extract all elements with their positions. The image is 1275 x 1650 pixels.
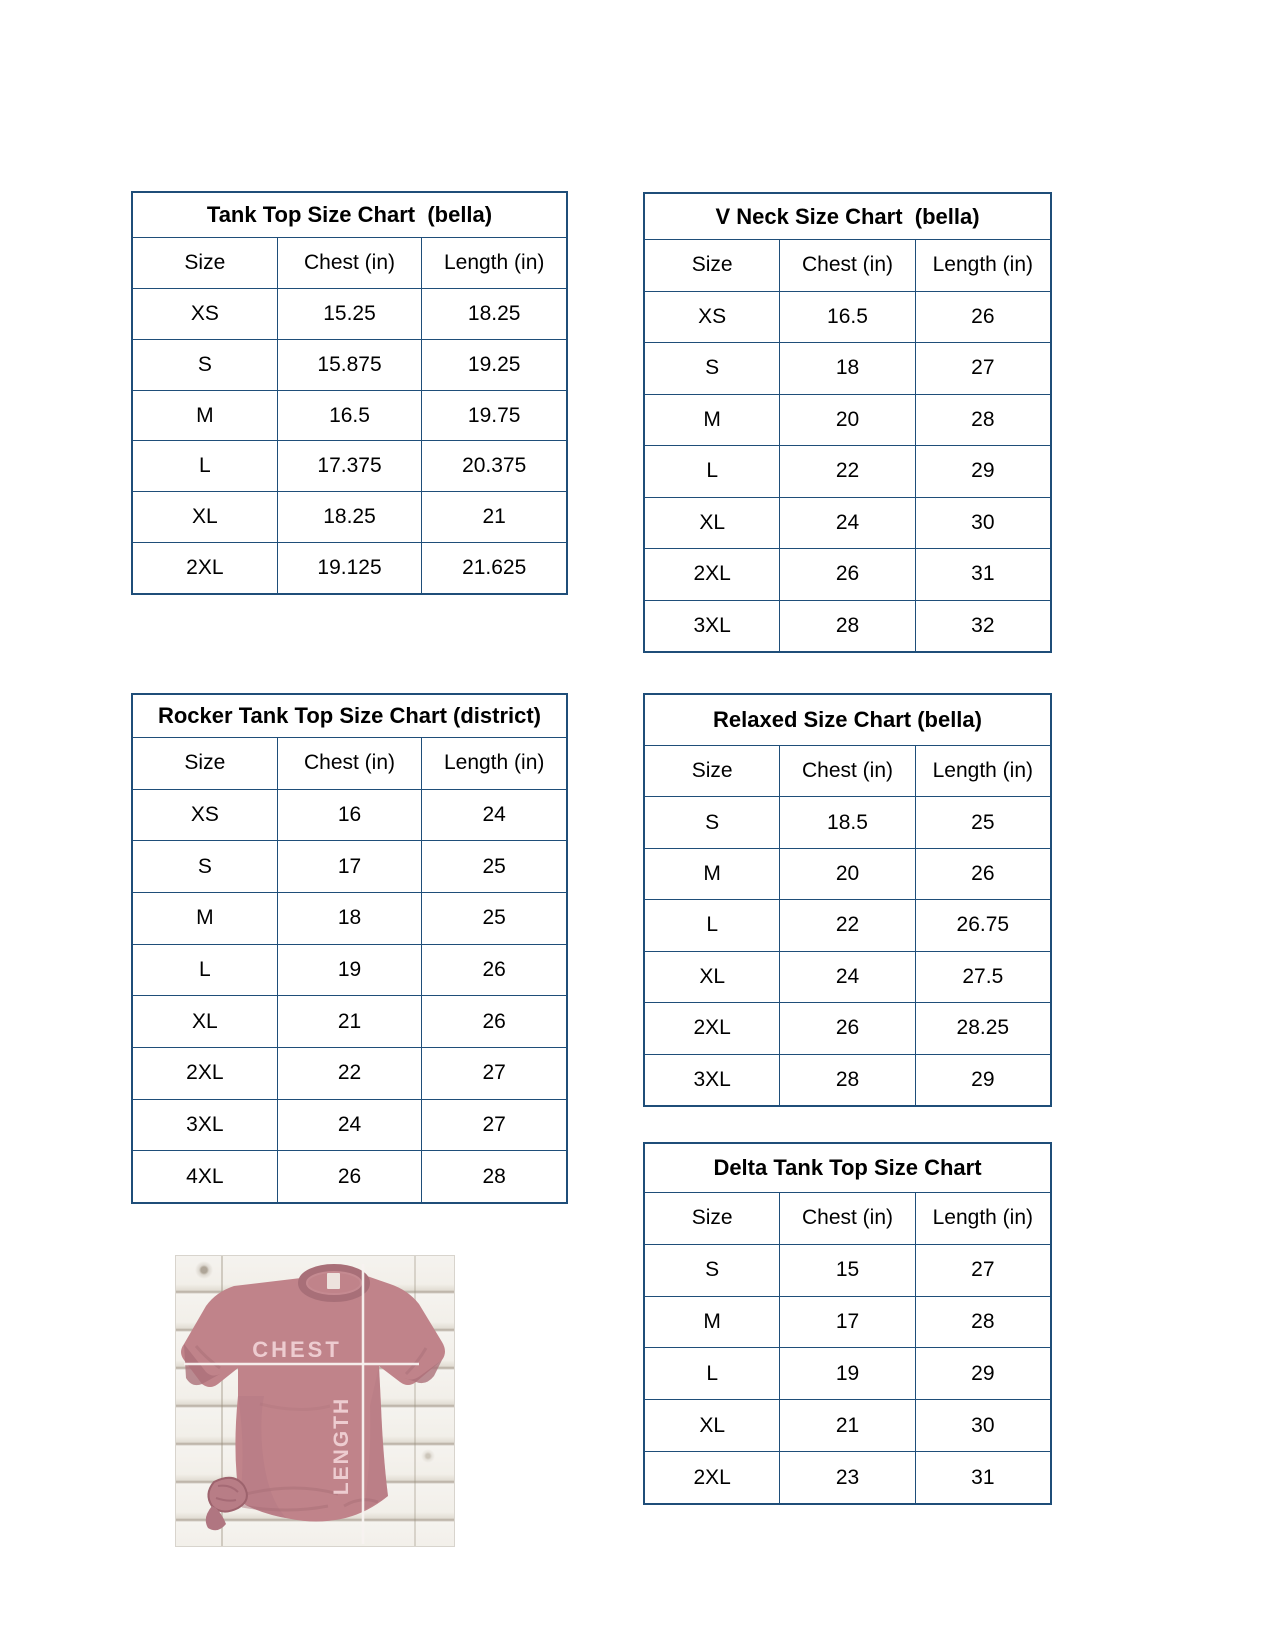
- chest-cell: 18: [779, 343, 914, 394]
- table-row: [645, 1054, 1050, 1105]
- table-tank-top-bella: [131, 191, 568, 595]
- table-delta-tank-top: [643, 1142, 1052, 1505]
- table-row: [645, 899, 1050, 950]
- chest-cell: 19: [779, 1348, 914, 1399]
- table-title: Delta Tank Top Size Chart: [713, 1155, 982, 1180]
- size-cell: 3XL: [693, 1067, 731, 1091]
- table-row: [645, 291, 1050, 343]
- table-row: [645, 796, 1050, 847]
- length-cell: 26: [421, 945, 566, 996]
- chest-cell: 21: [277, 996, 422, 1047]
- table-row: [133, 1150, 566, 1202]
- size-cell: M: [703, 862, 721, 886]
- size-cell: 2XL: [693, 562, 731, 586]
- table-row: [133, 995, 566, 1047]
- length-cell: 27: [915, 1245, 1050, 1296]
- length-cell: 30: [915, 1400, 1050, 1451]
- tshirt-measurement-photo: [175, 1255, 455, 1547]
- size-cell: S: [705, 810, 720, 834]
- length-cell: 26: [915, 292, 1050, 343]
- length-cell: 31: [915, 549, 1050, 600]
- table-row: [645, 394, 1050, 446]
- chest-cell: 22: [779, 900, 914, 950]
- column-header-length: Length (in): [421, 238, 566, 288]
- table-row: [133, 542, 566, 593]
- column-header-size: Size: [184, 250, 226, 274]
- length-cell: 26: [421, 996, 566, 1047]
- chest-cell: 16: [277, 790, 422, 841]
- size-cell: XL: [699, 510, 725, 534]
- length-cell: 18.25: [421, 289, 566, 339]
- length-cell: 20.375: [421, 441, 566, 491]
- size-cell: 2XL: [693, 1465, 731, 1489]
- table-row: [645, 1347, 1050, 1399]
- table-row: [133, 339, 566, 390]
- table-v-neck-bella: [643, 192, 1052, 653]
- size-cell: L: [198, 958, 211, 982]
- size-cell: L: [706, 913, 718, 937]
- chest-cell: 17.375: [277, 441, 422, 491]
- column-header-size: Size: [184, 751, 226, 775]
- chest-cell: 18: [277, 893, 422, 944]
- table-row: [645, 445, 1050, 497]
- tshirt-graphic: [176, 1256, 454, 1546]
- size-cell: 3XL: [186, 1113, 224, 1137]
- column-header-length: Length (in): [915, 240, 1050, 291]
- chest-cell: 20: [779, 395, 914, 446]
- neck-tag: [327, 1273, 340, 1289]
- hem-knot: [206, 1478, 247, 1530]
- chest-cell: 24: [277, 1100, 422, 1151]
- table-header-row: [645, 1192, 1050, 1244]
- chest-cell: 26: [779, 549, 914, 600]
- table-header-row: [133, 737, 566, 789]
- table-row: [645, 497, 1050, 549]
- column-header-chest: Chest (in): [779, 746, 914, 796]
- table-row: [645, 342, 1050, 394]
- column-header-chest: Chest (in): [277, 738, 422, 789]
- column-header-chest: Chest (in): [277, 238, 422, 288]
- size-cell: S: [705, 1258, 720, 1282]
- size-cell: L: [198, 454, 211, 478]
- length-cell: 25: [421, 841, 566, 892]
- length-cell: 28.25: [915, 1003, 1050, 1053]
- length-cell: 28: [915, 1297, 1050, 1348]
- size-cell: S: [197, 854, 212, 878]
- chest-cell: 19.125: [277, 543, 422, 593]
- column-header-size: Size: [691, 253, 733, 277]
- table-row: [133, 390, 566, 441]
- table-header-row: [645, 239, 1050, 291]
- length-cell: 25: [915, 797, 1050, 847]
- table-row: [645, 1296, 1050, 1348]
- table-header-row: [133, 237, 566, 288]
- length-label: LENGTH: [330, 1396, 353, 1496]
- size-cell: XL: [191, 505, 218, 529]
- table-title: Rocker Tank Top Size Chart (district): [157, 703, 542, 728]
- size-cell: XS: [190, 301, 219, 325]
- size-cell: 2XL: [186, 1061, 224, 1085]
- length-cell: 29: [915, 1348, 1050, 1399]
- length-cell: 31: [915, 1452, 1050, 1503]
- chest-cell: 15.25: [277, 289, 422, 339]
- length-cell: 26: [915, 849, 1050, 899]
- length-cell: 24: [421, 790, 566, 841]
- chest-cell: 26: [779, 1003, 914, 1053]
- size-cell: XL: [191, 1009, 218, 1033]
- size-cell: XL: [699, 964, 725, 988]
- length-cell: 30: [915, 498, 1050, 549]
- size-cell: S: [705, 356, 720, 380]
- table-row: [645, 951, 1050, 1002]
- table-row: [133, 1099, 566, 1151]
- chest-cell: 16.5: [779, 292, 914, 343]
- table-rocker-tank-district: [131, 693, 568, 1204]
- chest-cell: 28: [779, 1055, 914, 1105]
- size-cell: L: [706, 459, 718, 483]
- chest-cell: 18.5: [779, 797, 914, 847]
- size-cell: M: [196, 403, 214, 427]
- table-title: Tank Top Size Chart (bella): [206, 202, 493, 227]
- tshirt-shape: [181, 1268, 445, 1530]
- table-row: [133, 1047, 566, 1099]
- chest-cell: 26: [277, 1151, 422, 1202]
- column-header-length: Length (in): [915, 1193, 1050, 1244]
- chest-cell: 19: [277, 945, 422, 996]
- chest-cell: 22: [779, 446, 914, 497]
- table-row: [645, 1451, 1050, 1503]
- chest-cell: 20: [779, 849, 914, 899]
- chest-cell: 24: [779, 952, 914, 1002]
- size-cell: 2XL: [693, 1016, 731, 1040]
- column-header-length: Length (in): [421, 738, 566, 789]
- size-cell: 4XL: [186, 1164, 224, 1188]
- table-row: [645, 548, 1050, 600]
- column-header-chest: Chest (in): [779, 1193, 914, 1244]
- length-cell: 21: [421, 492, 566, 542]
- length-cell: 28: [421, 1151, 566, 1202]
- length-cell: 27.5: [915, 952, 1050, 1002]
- column-header-length: Length (in): [915, 746, 1050, 796]
- chest-cell: 23: [779, 1452, 914, 1503]
- length-cell: 25: [421, 893, 566, 944]
- size-cell: XS: [190, 803, 219, 826]
- table-row: [645, 600, 1050, 652]
- table-row: [133, 892, 566, 944]
- table-row: [133, 789, 566, 841]
- size-cell: M: [196, 906, 214, 930]
- chest-cell: 15: [779, 1245, 914, 1296]
- size-cell: 3XL: [693, 613, 731, 637]
- table-row: [645, 1002, 1050, 1053]
- chest-cell: 17: [277, 841, 422, 892]
- chest-label: CHEST: [252, 1337, 342, 1362]
- length-cell: 32: [915, 601, 1050, 652]
- length-cell: 21.625: [421, 543, 566, 593]
- chest-cell: 15.875: [277, 340, 422, 390]
- chest-cell: 22: [277, 1048, 422, 1099]
- table-row: [645, 1244, 1050, 1296]
- size-cell: 2XL: [186, 556, 224, 580]
- size-cell: XS: [698, 304, 727, 328]
- chest-cell: 18.25: [277, 492, 422, 542]
- column-header-size: Size: [691, 1206, 733, 1230]
- length-cell: 26.75: [915, 900, 1050, 950]
- chest-cell: 28: [779, 601, 914, 652]
- chest-cell: 21: [779, 1400, 914, 1451]
- length-cell: 27: [421, 1100, 566, 1151]
- table-row: [133, 491, 566, 542]
- column-header-chest: Chest (in): [779, 240, 914, 291]
- size-cell: L: [706, 1361, 718, 1385]
- table-row: [133, 944, 566, 996]
- table-row: [645, 1399, 1050, 1451]
- length-cell: 19.25: [421, 340, 566, 390]
- length-cell: 27: [915, 343, 1050, 394]
- size-cell: XL: [699, 1413, 725, 1437]
- table-row: [133, 840, 566, 892]
- length-cell: 29: [915, 446, 1050, 497]
- table-title: V Neck Size Chart (bella): [715, 203, 980, 229]
- size-cell: M: [703, 1310, 721, 1334]
- chest-cell: 24: [779, 498, 914, 549]
- size-cell: M: [703, 407, 721, 431]
- table-row: [133, 288, 566, 339]
- length-cell: 19.75: [421, 391, 566, 441]
- size-cell: S: [197, 352, 212, 376]
- table-relaxed-bella: [643, 693, 1052, 1107]
- table-row: [645, 848, 1050, 899]
- table-title: Relaxed Size Chart (bella): [713, 707, 982, 732]
- chest-cell: 17: [779, 1297, 914, 1348]
- length-cell: 27: [421, 1048, 566, 1099]
- column-header-size: Size: [691, 759, 733, 783]
- chest-cell: 16.5: [277, 391, 422, 441]
- table-row: [133, 440, 566, 491]
- table-header-row: [645, 745, 1050, 796]
- length-cell: 28: [915, 395, 1050, 446]
- length-cell: 29: [915, 1055, 1050, 1105]
